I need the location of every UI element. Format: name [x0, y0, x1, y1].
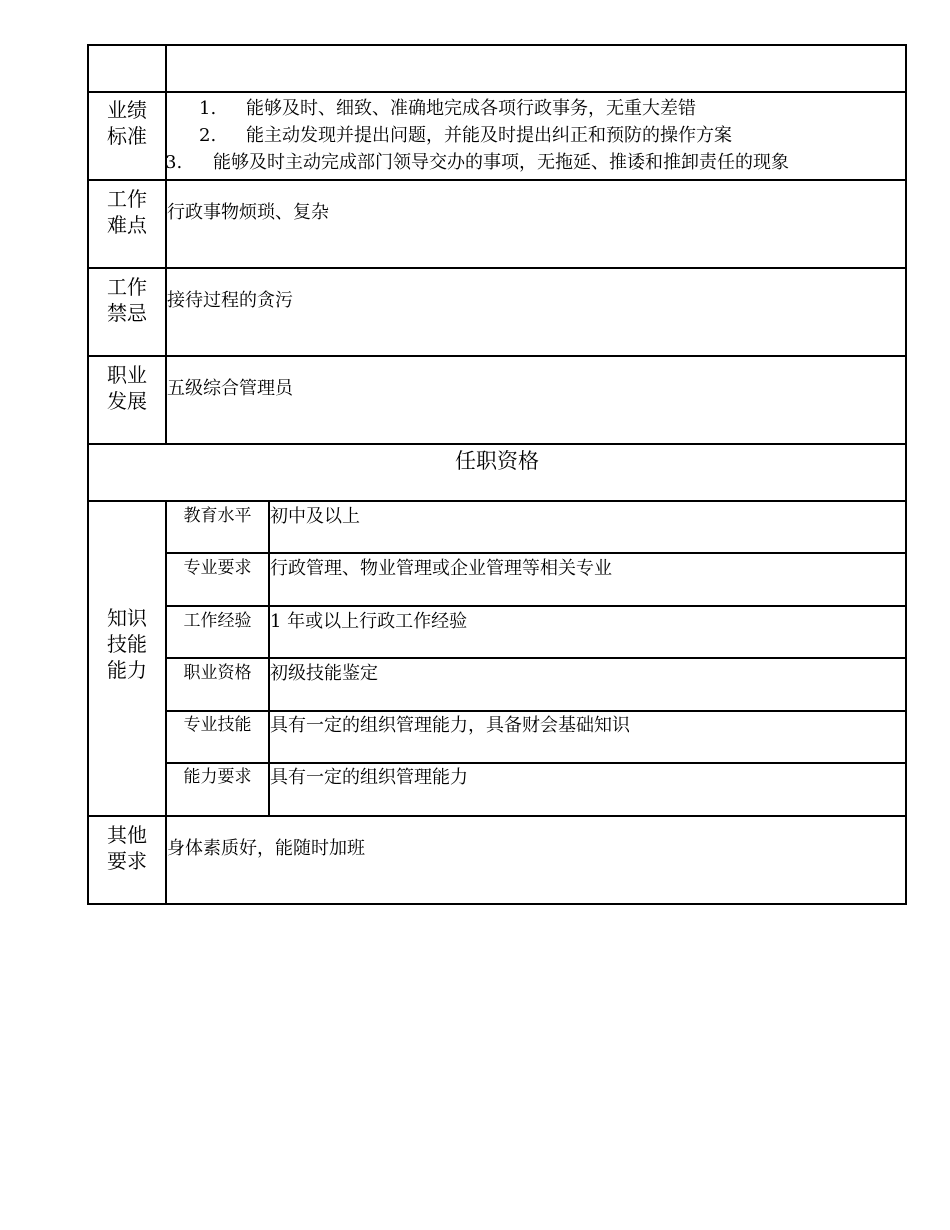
qualification-title: 任职资格 [455, 449, 539, 473]
difficulty-value: 行政事物烦琐、复杂 [167, 202, 329, 223]
qualification-row-label: 职业资格 [183, 663, 252, 683]
performance-item-text: 能够及时主动完成部门领导交办的事项，无拖延、推诿和推卸责任的现象 [213, 152, 789, 173]
row-divider [166, 605, 907, 607]
qualification-row-value: 行政管理、物业管理或企业管理等相关专业 [270, 558, 612, 579]
qualification-row-label: 教育水平 [183, 506, 252, 526]
row-divider [87, 267, 907, 269]
performance-item-number: 2. [199, 125, 217, 146]
table-border-right [905, 44, 907, 905]
qualification-row-value: 初级技能鉴定 [270, 663, 378, 684]
qualification-row-label: 工作经验 [183, 611, 252, 631]
performance-item-number: 3. [165, 152, 183, 173]
row-divider [166, 552, 907, 554]
row-divider [87, 355, 907, 357]
row-divider [166, 710, 907, 712]
performance-item-number: 1. [199, 98, 217, 119]
qualification-row-label: 专业技能 [183, 715, 252, 735]
row-divider [166, 657, 907, 659]
performance-item-text: 能够及时、细致、准确地完成各项行政事务，无重大差错 [246, 98, 696, 119]
qualification-row-value: 具有一定的组织管理能力 [270, 767, 468, 788]
table-border-left [87, 44, 89, 905]
career-label: 职业 发展 [107, 363, 147, 413]
taboo-value: 接待过程的贪污 [167, 290, 293, 311]
qualification-row-value: 具有一定的组织管理能力，具备财会基础知识 [270, 715, 630, 736]
other-label: 其他 要求 [107, 823, 147, 873]
qualification-row-value: 1 年或以上行政工作经验 [270, 611, 468, 632]
row-divider [166, 762, 907, 764]
other-value: 身体素质好，能随时加班 [167, 838, 365, 859]
row-divider [87, 91, 907, 93]
qualification-row-label: 专业要求 [183, 558, 252, 578]
table-border-bottom [87, 903, 907, 905]
row-divider [87, 179, 907, 181]
qualification-row-label: 能力要求 [183, 767, 252, 787]
row-divider [87, 443, 907, 445]
career-value: 五级综合管理员 [167, 378, 293, 399]
difficulty-label: 工作 难点 [107, 187, 147, 237]
row-divider [87, 500, 907, 502]
taboo-label: 工作 禁忌 [107, 275, 147, 325]
performance-item-text: 能主动发现并提出问题，并能及时提出纠正和预防的操作方案 [246, 125, 732, 146]
qualification-row-value: 初中及以上 [270, 506, 360, 527]
table-border-top [87, 44, 907, 46]
qualification-group-label: 知识 技能 能力 [107, 606, 147, 682]
row-divider [87, 815, 907, 817]
performance-label: 业绩 标准 [107, 98, 147, 148]
